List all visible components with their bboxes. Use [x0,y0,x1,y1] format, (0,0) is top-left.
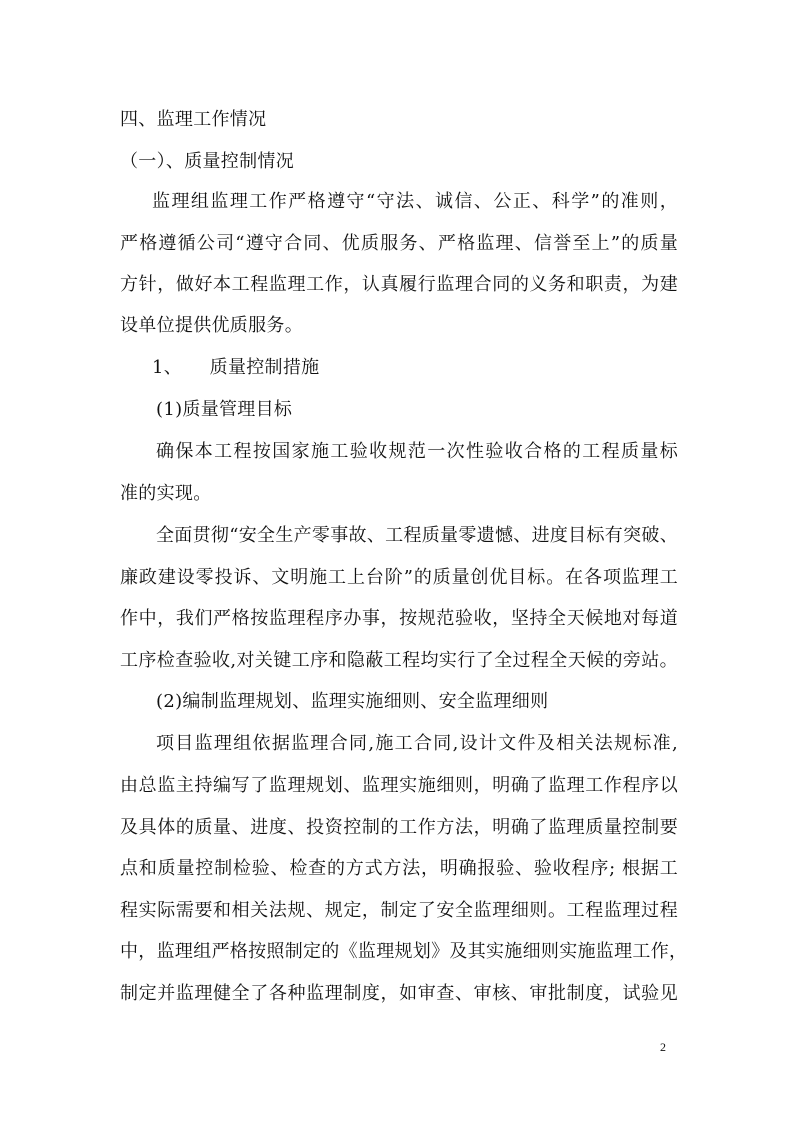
paragraph-line: 作中，我们严格按监理程序办事，按规范验收，坚持全天候地对每道 [120,608,678,629]
paragraph-line: 严格遵循公司“遵守合同、优质服务、严格监理、信誉至上”的质量 [120,233,678,254]
subheading: (1)质量管理目标 [156,399,293,420]
paragraph-line: 确保本工程按国家施工验收规范一次性验收合格的工程质量标 [156,441,678,462]
paragraph-line: 工序检查验收,对关键工序和隐蔽工程均实行了全过程全天候的旁站。 [120,650,678,671]
paragraph-line: 程实际需要和相关法规、规定，制定了安全监理细则。工程监理过程 [120,900,678,921]
paragraph-line: 廉政建设零投诉、文明施工上台阶”的质量创优目标。在各项监理工 [120,567,678,588]
paragraph-line: 监理组监理工作严格遵守“守法、诚信、公正、科学”的准则， [152,191,678,212]
list-item-heading: 1、 质量控制措施 [152,357,320,378]
paragraph-line: 制定并监理健全了各种监理制度，如审查、审核、审批制度，试验见 [120,983,678,1004]
paragraph-line: 设单位提供优质服务。 [120,315,303,336]
paragraph-line: 方针，做好本工程监理工作，认真履行监理合同的义务和职责，为建 [120,274,678,295]
subsection-heading: （一）、质量控制情况 [120,151,294,172]
paragraph-line: 及具体的质量、进度、投资控制的工作方法，明确了监理质量控制要 [120,817,678,838]
paragraph-line: 准的实现。 [120,483,212,504]
page-number: 2 [660,1040,666,1054]
subheading: (2)编制监理规划、监理实施细则、安全监理细则 [156,691,549,712]
paragraph-line: 项目监理组依据监理合同,施工合同,设计文件及相关法规标准, [156,733,678,754]
section-heading: 四、监理工作情况 [120,109,267,130]
paragraph-line: 点和质量控制检验、检查的方式方法，明确报验、验收程序; 根据工 [120,858,678,879]
paragraph-line: 中，监理组严格按照制定的《监理规划》及其实施细则实施监理工作， [120,941,688,962]
paragraph-line: 全面贯彻“安全生产零事故、工程质量零遗憾、进度目标有突破、 [156,525,678,546]
paragraph-line: 由总监主持编写了监理规划、监理实施细则，明确了监理工作程序以 [120,775,678,796]
